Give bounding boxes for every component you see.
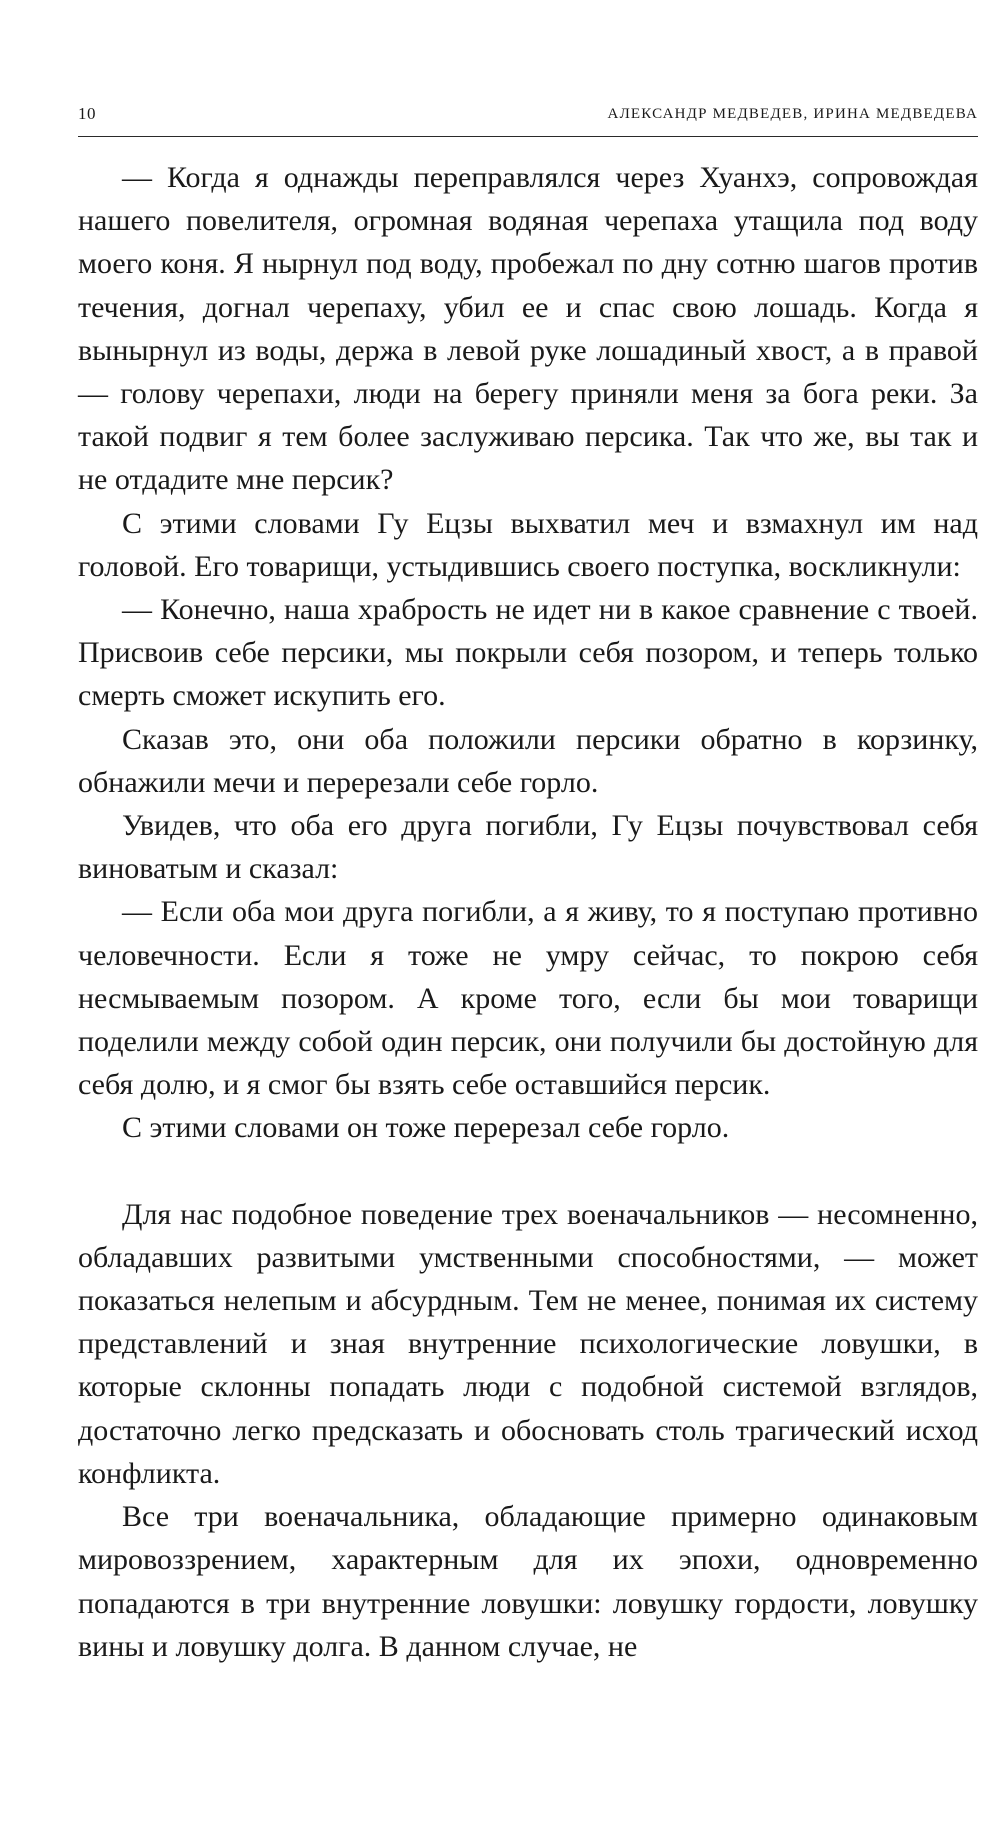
page-number: 10: [78, 104, 96, 123]
page-header: [78, 100, 978, 137]
paragraph: — Когда я однажды переправлялся через Хуанхэ, сопровождая нашего повелителя, огромная водяная черепаха утащила под воду моего коня. Я нырнул под воду, пробежал по дну сотню шагов против течения, догнал черепаху, убил ее и спас свою лошадь. Когда я вынырнул из воды, держа в левой руке лошадиный хвост, а в правой — голову черепахи, люди на берегу приняли меня за бога реки. За такой подвиг я тем более заслуживаю персика. Так что же, вы так и не отдадите мне персик?: [78, 161, 978, 497]
paragraph: Сказав это, они оба положили персики обратно в корзинку, обнажили мечи и перерезали себе горло.: [78, 722, 978, 799]
paragraph: Для нас подобное поведение трех военачальников — несомненно, обладавших развитыми умственными способностями, — может показаться нелепым и абсурдным. Тем не менее, понимая их систему представлений и зная внутренние психологические ловушки, в которые склонны попадать люди с подобной системой взглядов, достаточно легко предсказать и обосновать столь трагический исход конфликта.: [78, 1197, 978, 1490]
paragraph: С этими словами Гу Ецзы выхватил меч и взмахнул им над головой. Его товарищи, устыдившись своего поступка, воскликнули:: [78, 506, 978, 583]
body-text: [78, 156, 978, 1668]
paragraph: Увидев, что оба его друга погибли, Гу Ецзы почувствовал себя виноватым и сказал:: [78, 809, 978, 886]
paragraph: — Конечно, наша храбрость не идет ни в какое сравнение с твоей. Присвоив себе персики, мы покрыли себя позором, и теперь только смерть сможет искупить его.: [78, 593, 978, 713]
paragraph: С этими словами он тоже перерезал себе горло.: [122, 1111, 730, 1145]
paragraph: Все три военачальника, обладающие примерно одинаковым мировоззрением, характерным для их эпохи, одновременно попадаются в три внутренние ловушки: ловушку гордости, ловушку вины и ловушку долга. В данном случае, не: [78, 1500, 978, 1663]
paragraph: — Если оба мои друга погибли, а я живу, то я поступаю противно человечности. Если я тоже не умру сейчас, то покрою себя несмываемым позором. А кроме того, если бы мои товарищи поделили между собой один персик, они получили бы достойную для себя долю, и я смог бы взять себе оставшийся персик.: [78, 895, 978, 1102]
running-title: АЛЕКСАНДР МЕДВЕДЕВ, ИРИНА МЕДВЕДЕВА: [607, 106, 978, 122]
